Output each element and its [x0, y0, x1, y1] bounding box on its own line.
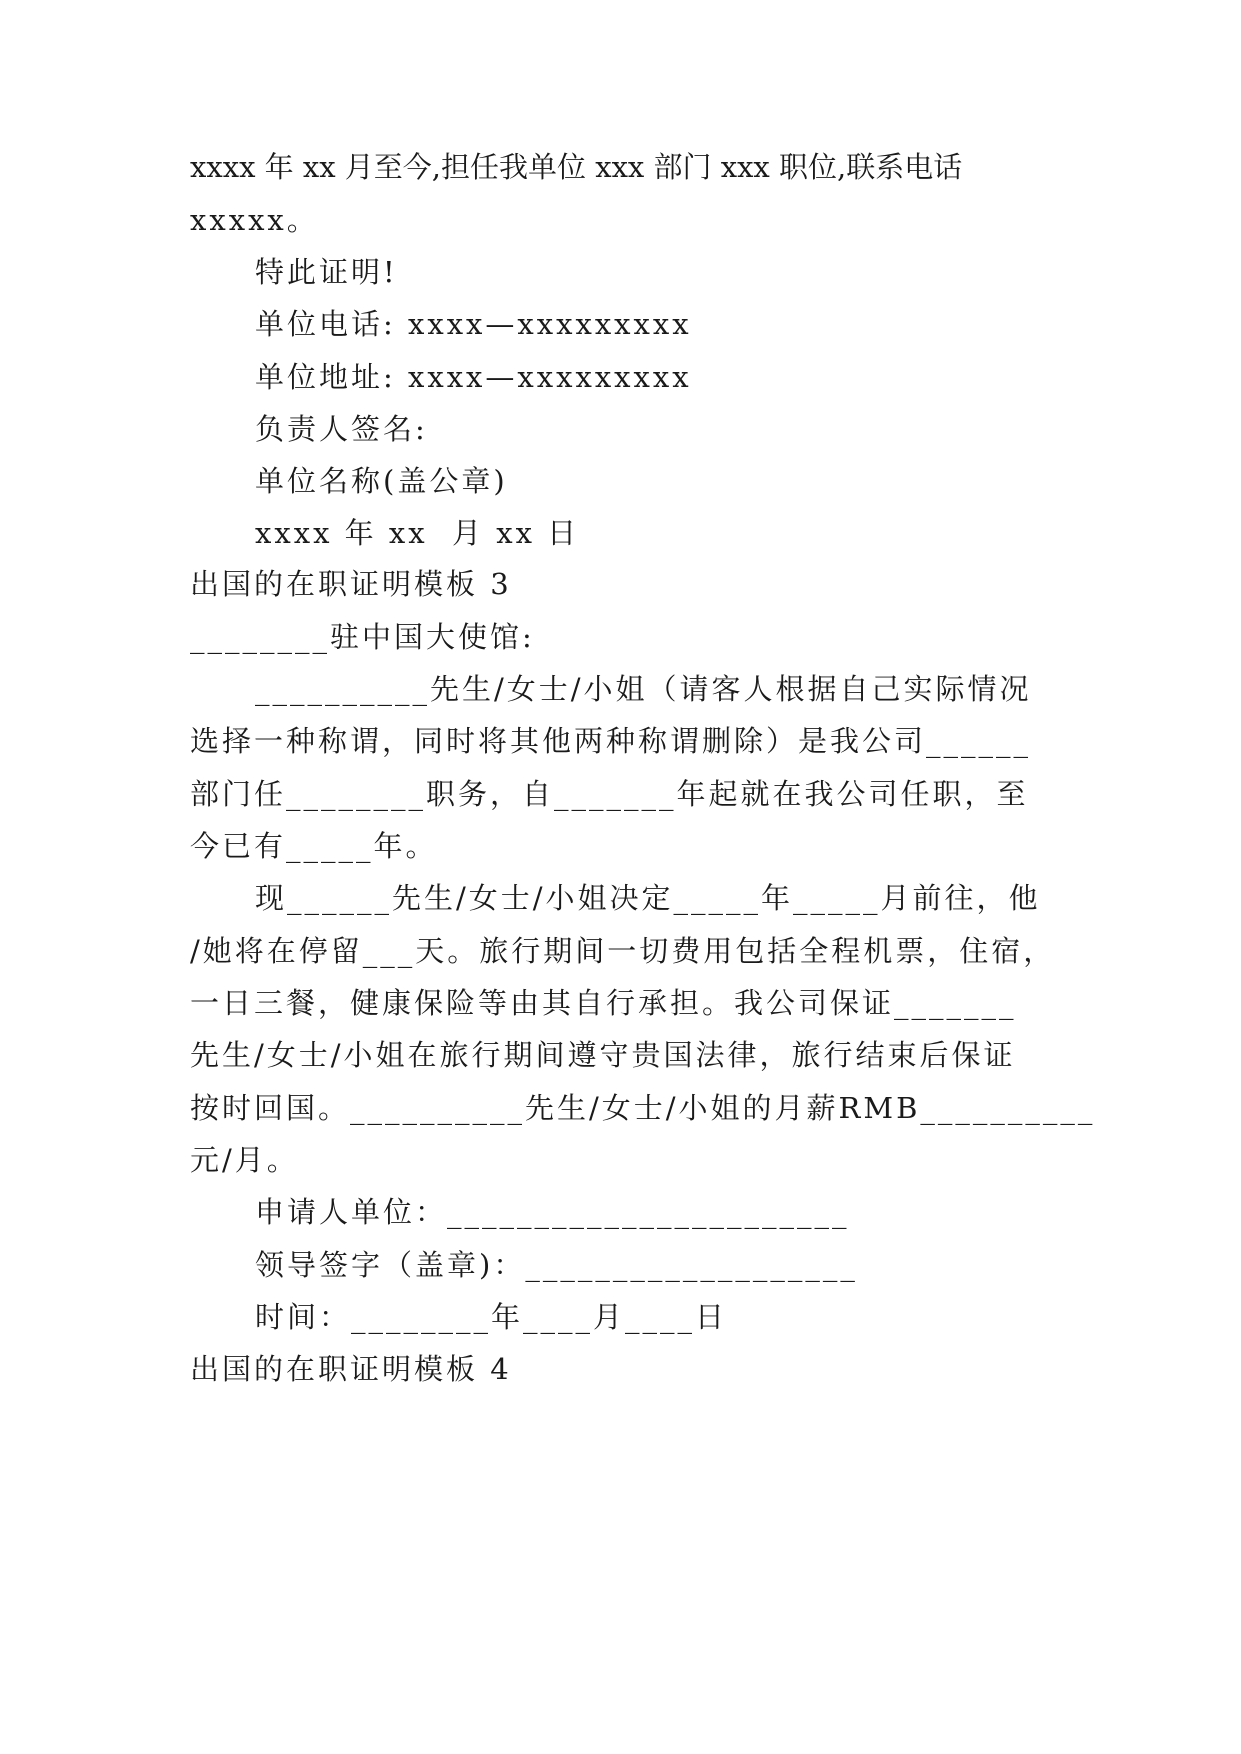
section-heading: 出国的在职证明模板 4 — [190, 1352, 512, 1386]
paragraph-line: 特此证明! — [255, 255, 398, 289]
paragraph-line: 一日三餐，健康保险等由其自行承担。我公司保证_______ — [190, 986, 1017, 1020]
unit-address-line: 单位地址: xxxx—xxxxxxxxx — [255, 360, 692, 394]
salutation-line: ________驻中国大使馆: — [190, 620, 535, 654]
unit-phone-line: 单位电话: xxxx—xxxxxxxxx — [255, 307, 692, 341]
paragraph-line: 部门任________职务，自_______年起就在我公司任职，至 — [190, 777, 1029, 811]
paragraph-line: xxxxx。 — [190, 203, 319, 237]
section-heading: 出国的在职证明模板 3 — [190, 567, 512, 601]
line-text: xxxx 年 xx 月至今,担任我单位 xxx 部门 xxx 职位,联系电话 — [190, 150, 963, 184]
date-line: xxxx 年 xx 月 xx 日 — [255, 516, 580, 550]
paragraph-line: 现______先生/女士/小姐决定_____年_____月前往，他 — [255, 881, 1041, 915]
applicant-unit-line: 申请人单位：_______________________ — [255, 1195, 850, 1229]
paragraph-line — [190, 147, 1052, 187]
leader-signature-line: 领导签字（盖章)：___________________ — [255, 1248, 858, 1282]
paragraph-line: 元/月。 — [190, 1143, 299, 1177]
paragraph-line: 选择一种称谓，同时将其他两种称谓删除）是我公司______ — [190, 724, 1032, 758]
paragraph-line: 今已有_____年。 — [190, 829, 438, 863]
unit-name-line: 单位名称(盖公章) — [255, 464, 508, 498]
paragraph-line: /她将在停留___天。旅行期间一切费用包括全程机票，住宿， — [190, 934, 1056, 968]
paragraph-line: 先生/女士/小姐在旅行期间遵守贵国法律，旅行结束后保证 — [190, 1038, 1016, 1072]
paragraph-line: 按时回国。__________先生/女士/小姐的月薪RMB__________ — [190, 1091, 1096, 1125]
paragraph-line: __________先生/女士/小姐（请客人根据自己实际情况 — [255, 672, 1032, 706]
time-line: 时间：________年____月____日 — [255, 1300, 728, 1334]
signature-line: 负责人签名: — [255, 412, 428, 446]
